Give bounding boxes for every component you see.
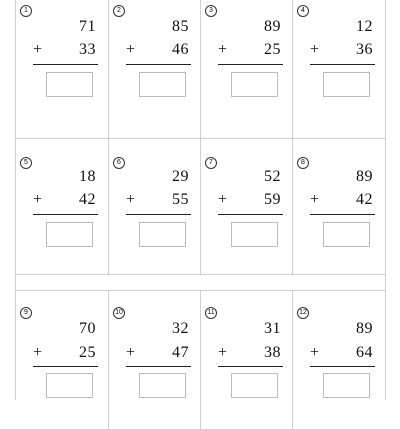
- problem-cell: [16, 0, 108, 138]
- worksheet: [15, 0, 386, 400]
- answer-box[interactable]: [231, 222, 278, 247]
- answer-box[interactable]: [46, 373, 93, 398]
- problem-grid: [16, 0, 385, 400]
- addend-bottom: 55: [172, 191, 189, 208]
- plus-sign: +: [310, 344, 320, 361]
- problem-number: 2: [113, 5, 125, 17]
- problem-number: 10: [113, 307, 125, 319]
- problem-number: 5: [20, 157, 32, 169]
- sum-line: [310, 214, 375, 215]
- addend-bottom: 42: [79, 191, 96, 208]
- addend-bottom: 64: [356, 344, 373, 361]
- addend-top: 85: [172, 18, 189, 35]
- problem-cell: [200, 138, 293, 274]
- problem-number: 7: [205, 157, 217, 169]
- problem-cell: [16, 291, 108, 429]
- addend-top: 70: [79, 320, 96, 337]
- plus-sign: +: [218, 191, 228, 208]
- addend-bottom: 42: [356, 191, 373, 208]
- problem-cell: [200, 0, 293, 138]
- addend-top: 18: [79, 168, 96, 185]
- problem-cell: [200, 291, 293, 429]
- problem-cell: [292, 291, 385, 429]
- addend-bottom: 25: [79, 344, 96, 361]
- sum-line: [33, 214, 98, 215]
- sum-line: [310, 64, 375, 65]
- sum-line: [126, 366, 191, 367]
- plus-sign: +: [310, 191, 320, 208]
- plus-sign: +: [126, 344, 136, 361]
- problem-number: 3: [205, 5, 217, 17]
- addend-top: 32: [172, 320, 189, 337]
- plus-sign: +: [126, 41, 136, 58]
- addend-bottom: 33: [79, 41, 96, 58]
- answer-box[interactable]: [323, 72, 370, 97]
- addend-bottom: 46: [172, 41, 189, 58]
- sum-line: [218, 366, 283, 367]
- problem-number: 1: [20, 5, 32, 17]
- problem-number: 8: [297, 157, 309, 169]
- problem-number: 9: [20, 307, 32, 319]
- plus-sign: +: [33, 41, 43, 58]
- plus-sign: +: [310, 41, 320, 58]
- plus-sign: +: [218, 41, 228, 58]
- answer-box[interactable]: [46, 222, 93, 247]
- answer-box[interactable]: [139, 222, 186, 247]
- plus-sign: +: [33, 344, 43, 361]
- sum-line: [218, 64, 283, 65]
- problem-row: [16, 138, 385, 275]
- problem-cell: [292, 0, 385, 138]
- answer-box[interactable]: [231, 373, 278, 398]
- problem-row: [16, 290, 385, 429]
- plus-sign: +: [126, 191, 136, 208]
- addend-top: 89: [356, 168, 373, 185]
- addend-bottom: 38: [264, 344, 281, 361]
- problem-cell: [16, 138, 108, 274]
- answer-box[interactable]: [323, 373, 370, 398]
- addend-top: 71: [79, 18, 96, 35]
- answer-box[interactable]: [323, 222, 370, 247]
- sum-line: [33, 366, 98, 367]
- plus-sign: +: [33, 191, 43, 208]
- plus-sign: +: [218, 344, 228, 361]
- addend-top: 29: [172, 168, 189, 185]
- addend-top: 12: [356, 18, 373, 35]
- problem-number: 6: [113, 157, 125, 169]
- problem-cell: [108, 138, 201, 274]
- answer-box[interactable]: [46, 72, 93, 97]
- answer-box[interactable]: [231, 72, 278, 97]
- sum-line: [126, 64, 191, 65]
- sum-line: [310, 366, 375, 367]
- problem-cell: [292, 138, 385, 274]
- addend-bottom: 25: [264, 41, 281, 58]
- addend-bottom: 36: [356, 41, 373, 58]
- addend-top: 52: [264, 168, 281, 185]
- problem-number: 11: [205, 307, 217, 319]
- problem-row: [16, 0, 385, 139]
- problem-number: 4: [297, 5, 309, 17]
- addend-top: 89: [264, 18, 281, 35]
- problem-number: 12: [297, 307, 309, 319]
- answer-box[interactable]: [139, 373, 186, 398]
- addend-top: 89: [356, 320, 373, 337]
- problem-cell: [108, 0, 201, 138]
- answer-box[interactable]: [139, 72, 186, 97]
- sum-line: [126, 214, 191, 215]
- addend-top: 31: [264, 320, 281, 337]
- addend-bottom: 47: [172, 344, 189, 361]
- problem-cell: [108, 291, 201, 429]
- sum-line: [33, 64, 98, 65]
- sum-line: [218, 214, 283, 215]
- addend-bottom: 59: [264, 191, 281, 208]
